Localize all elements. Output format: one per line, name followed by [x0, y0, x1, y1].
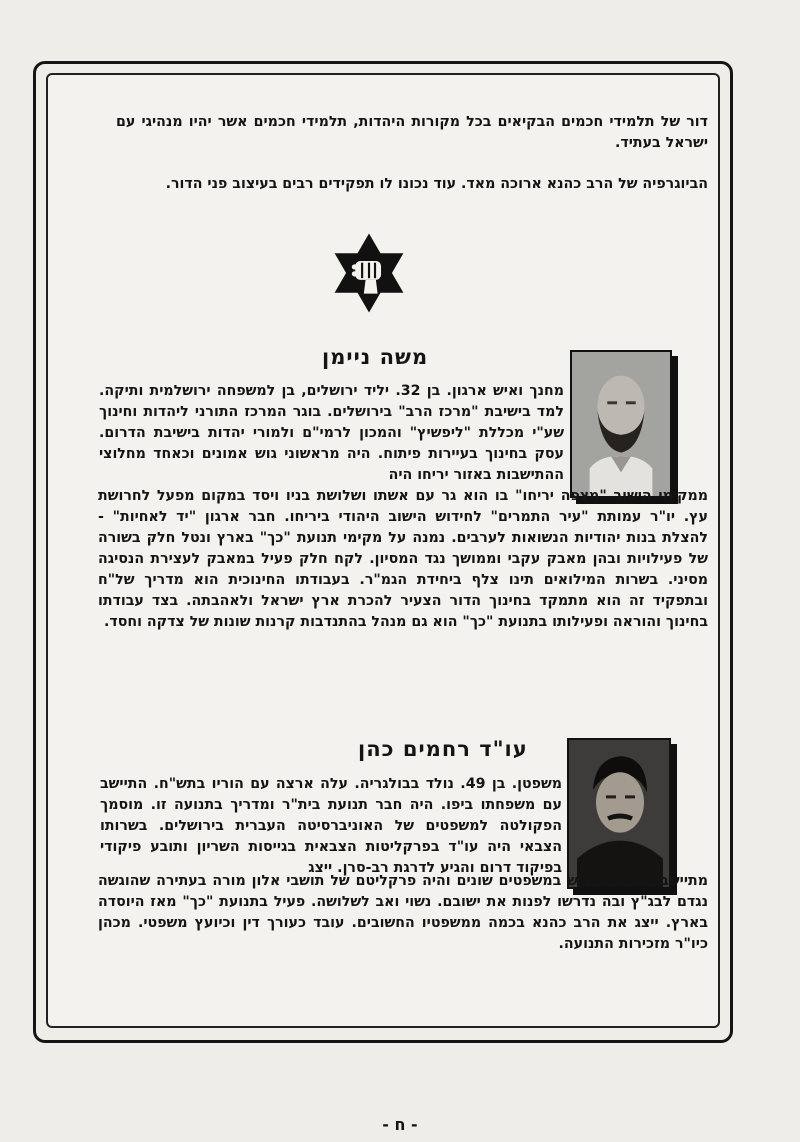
page-number: - ח - [382, 1115, 418, 1134]
profile-2-name: עו"ד רחמים כהן [358, 737, 528, 761]
profile-1-name: משה ניימן [322, 345, 429, 369]
profile-1-bio-continued: ממקימי הישוב "מצפה יריחו" בו הוא גר עם אשתו ושלושת בניו ויסד במקום מפעל לחרושת עץ. יו"ר עמותת "עיר התמרים" לחידוש הישוב היהודי ביריחו. חבר ארגון "יד לאחיות" - להצלת בנות יהודיות הנשואות לערבים. נמנה על מקימי תנועת "כך" בארץ ונטל חלק בשורה של פעילויות ובהן מאבק עקבי וממושך נגד המסיון. לקח חלק פעיל במאבק לעצירת הנסיגה מסיני. בשרות המילואים תינו צלף ביחידת הגמ"ר. בעבודתו החינוכית הוא מדריך של"ח ובתפקיד זה הוא מתמקד בחינוך הדור הצעיר להכרת ארץ ישראל ולאהבתה. בצד עבודתו בחינוך והוראה ופעילותו בתנועת "כך" הוא גם מנהל בהתנדבות קרנות שונות של צדקה וחסד. [98, 488, 708, 630]
intro-paragraph-1: דור של תלמידי חכמים הבקיאים בכל מקורות היהדות, תלמידי חכמים אשר יהיו מנהיגי עם ישראל בעתיד. [116, 114, 708, 151]
intro-paragraph-2: הביוגרפיה של הרב כהנא ארוכה מאד. עוד נכונו לו תפקידים רבים בעיצוב פני הדור. [165, 176, 708, 192]
profile-2-photo [567, 738, 671, 889]
profile-2-bio-beside-photo: משפטן. בן 49. נולד בבולגריה. עלה ארצה עם הוריו בתש"ח. התיישב עם משפחתו ביפו. היה חבר תנועת בית"ר ומדריך בתנועה זו. מוסמך הפקולטה למשפטים של האוניברסיטה העברית בירושלים. בשרותו הצבאי היה עו"ד בפרקליטות הצבאית בגייסות השריון ותובע פיקודי בפיקוד דרום והגיע לדרגת רב-סרן. ייצג [100, 776, 563, 876]
profile-1-bio-beside-photo: מחנך ואיש ארגון. בן 32. יליד ירושלים, בן למשפחה ירושלמית ותיקה. למד בישיבת "מרכז הרב" בירושלים. בוגר המרכז התורני ליהדות וחינוך שע"י מכללת "ליפשיץ" והמכון לרמי"ם ולמורי יהדות בישיבת הדרום. עסק בחינוך בעיירות פיתוח. היה מראשוני גוש אמונים וכאחד מחלוצי ההתישבות באזור יריחו היה [99, 383, 565, 483]
profile-1-photo [570, 350, 672, 498]
kach-star-fist-icon [326, 230, 412, 316]
profile-2-bio-continued: מתיישבים רבים ביו"ש במשפטים שונים והיה פרקליטם של תושבי אלון מורה בעתירה שהוגשה נגדם לבג"ץ ובה נדרשו לפנות את ישובם. נשוי ואב לשלושה. פעיל בתנועת "כך" מאז היוסדה בארץ. ייצג את הרב כהנא בכמה ממשפטיו החשובים. עובד כעורך דין וכיועץ משפטי. מכהן כיו"ר מזכירות התנועה. [98, 873, 708, 952]
